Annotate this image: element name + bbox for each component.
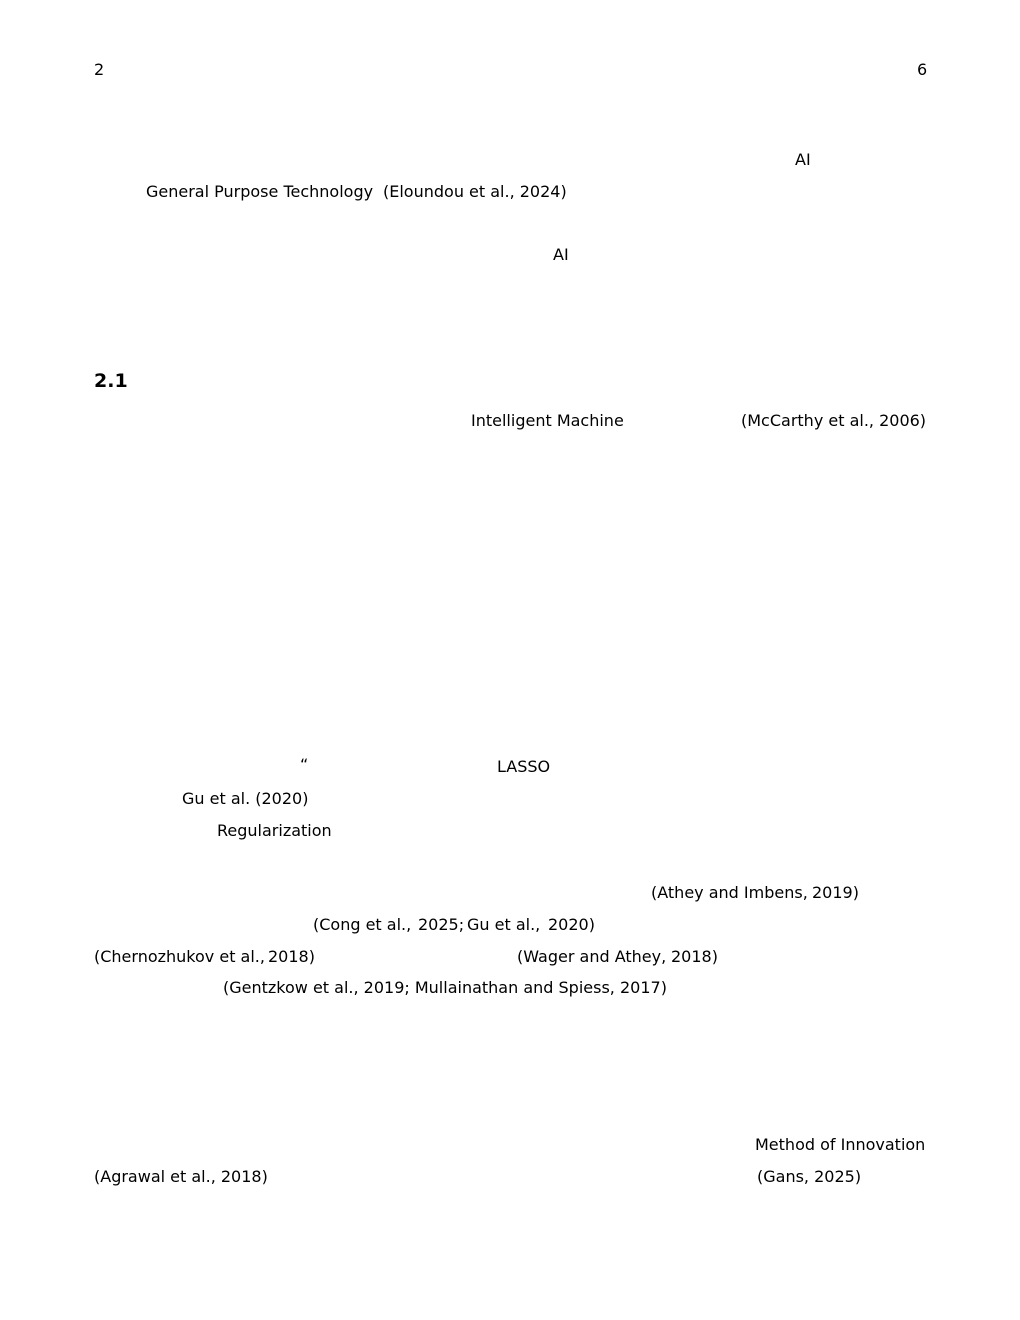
ai-term: AI xyxy=(553,245,569,264)
method-of-innovation-term: Method of Innovation xyxy=(755,1135,926,1154)
citation-chernozhukov-year: 2018) xyxy=(268,947,315,966)
citation-cong-year: 2025; xyxy=(418,915,465,934)
citation-wager-year: 2018) xyxy=(671,947,718,966)
page-header-left-number: 2 xyxy=(94,60,105,79)
citation-gans: (Gans, 2025) xyxy=(757,1167,862,1186)
citation-athey-imbens: (Athey and Imbens, xyxy=(651,883,808,902)
lasso-term: LASSO xyxy=(497,757,551,776)
citation-gu-2: Gu et al., xyxy=(467,915,541,934)
citation-gentzkow-mullainathan: (Gentzkow et al., 2019; Mullainathan and Spiess, 2017) xyxy=(223,978,667,997)
citation-cong: (Cong et al., xyxy=(313,915,412,934)
open-quote: “ xyxy=(300,755,309,774)
citation-athey-imbens-year: 2019) xyxy=(812,883,859,902)
citation-mccarthy: (McCarthy et al., 2006) xyxy=(741,411,927,430)
ai-term: AI xyxy=(795,150,811,169)
citation-eloundou: (Eloundou et al., 2024) xyxy=(383,182,567,201)
page-number: 6 xyxy=(917,60,928,79)
regularization-term: Regularization xyxy=(217,821,332,840)
citation-chernozhukov: (Chernozhukov et al., xyxy=(94,947,265,966)
intelligent-machine-term: Intelligent Machine xyxy=(471,411,624,430)
citation-agrawal: (Agrawal et al., 2018) xyxy=(94,1167,268,1186)
citation-gu-2-year: 2020) xyxy=(548,915,595,934)
citation-gu: Gu et al. (2020) xyxy=(182,789,309,808)
gpt-term: General Purpose Technology xyxy=(146,182,374,201)
citation-wager: (Wager and Athey, xyxy=(517,947,667,966)
section-heading: 2.1 xyxy=(94,370,128,392)
